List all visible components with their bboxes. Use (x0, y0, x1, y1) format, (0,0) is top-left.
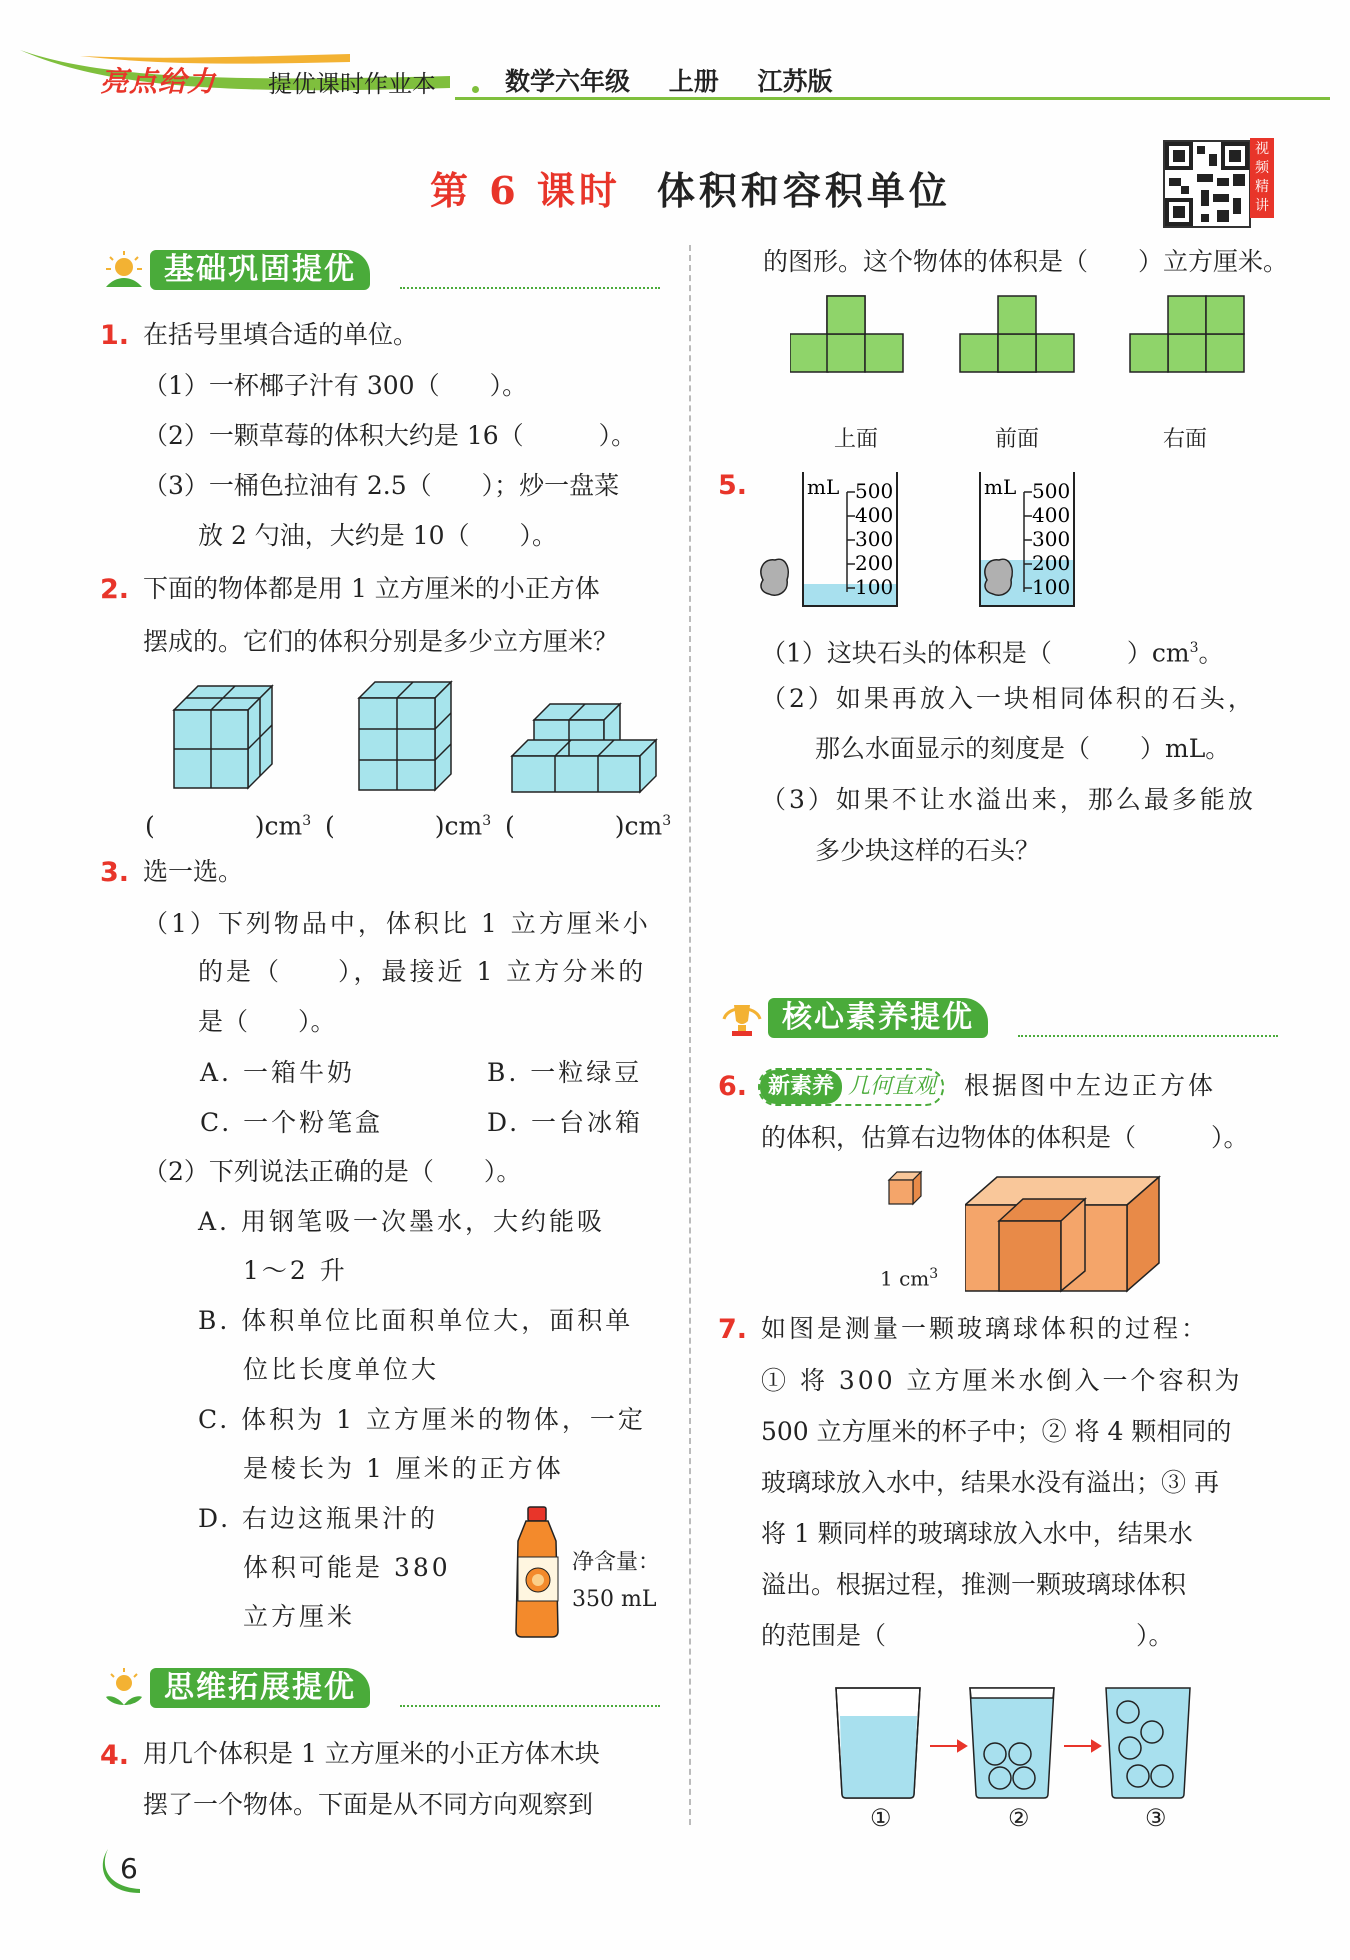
brand-subtitle: 提优课时作业本 (268, 70, 436, 98)
q6-line-2: 的体积，估算右边物体的体积是（ ）。 (761, 1123, 1249, 1152)
q2-line-1: 下面的物体都是用 1 立方厘米的小正方体 (143, 574, 600, 603)
section-thinking-title: 思维拓展提优 (150, 1668, 370, 1708)
q1-item-1: （1）一杯椰子汁有 300（ ）。 (143, 371, 528, 400)
section-thinking (100, 1665, 660, 1711)
q3-option-b: B. 一粒绿豆 (487, 1058, 643, 1087)
q6-line-1 (758, 1068, 1216, 1106)
stone-icon (985, 559, 1012, 595)
q5-sup: 3 (1189, 640, 1199, 656)
svg-text:500: 500 (1032, 479, 1071, 503)
lesson-name: 体积和容积单位 (656, 168, 951, 213)
bottle-label-1: 净含量： (572, 1550, 661, 1575)
q7-number: 7. (718, 1314, 748, 1345)
q2-answer-c: ( )$cm^3$ (505, 811, 672, 841)
lesson-title (430, 160, 951, 215)
svg-text:100: 100 (855, 575, 894, 599)
volume: 上册 (668, 67, 719, 96)
step-3-label: ③ (1145, 1804, 1167, 1832)
cube-label: 1 cm (880, 1266, 930, 1291)
subject: 数学六年级 (505, 67, 631, 96)
q3-p2-stem: （2）下列说法正确的是（ ）。 (143, 1157, 522, 1186)
q3-p2-b2: 位比长度单位大 (243, 1355, 440, 1384)
column-divider (689, 245, 691, 1825)
q3-p2-c: C. 体积为 1 立方厘米的物体，一定 (198, 1405, 646, 1434)
section-rule (1018, 1035, 1278, 1037)
q2-answer-b: ( )$cm^3$ (325, 811, 492, 841)
q6-number: 6. (718, 1071, 748, 1102)
cube-figure-a (170, 676, 280, 796)
q5-item-3: （3）如果不让水溢出来，那么最多能放 (761, 785, 1256, 814)
q2-number: 2. (100, 574, 130, 605)
q6-tag (758, 1068, 944, 1106)
svg-text:100: 100 (1032, 575, 1071, 599)
q7-line-3: 500 立方厘米的杯子中；② 将 4 颗相同的 (761, 1417, 1232, 1446)
q2-line-2: 摆成的。它们的体积分别是多少立方厘米？ (143, 627, 619, 656)
q5-item-3b: 多少块这样的石头？ (815, 836, 1041, 865)
q2-answer-a: ( )$cm^3$ (145, 811, 312, 841)
q4-line-2: 摆了一个物体。下面是从不同方向观察到 (143, 1790, 594, 1819)
sun-sprout-icon (100, 1665, 148, 1711)
sun-sprout-icon (100, 247, 148, 293)
svg-text:400: 400 (1032, 503, 1071, 527)
q4-line-1: 用几个体积是 1 立方厘米的小正方体木块 (143, 1739, 600, 1768)
q7-line-1: 如图是测量一颗玻璃球体积的过程： (761, 1314, 1210, 1343)
svg-text:300: 300 (855, 527, 894, 551)
q7-line-5: 将 1 颗同样的玻璃球放入水中，结果水 (761, 1519, 1193, 1548)
q3-stem: 选一选。 (143, 857, 244, 886)
q7-line-7: 的范围是（ ）。 (761, 1621, 1174, 1650)
unit: cm (624, 811, 663, 841)
q3-number: 3. (100, 857, 130, 888)
unit-cube (885, 1168, 925, 1208)
stone-icon (761, 559, 788, 595)
q3-p2-d: D. 右边这瓶果汁的 (198, 1504, 439, 1533)
cylinder-2 (980, 472, 1074, 606)
q1-item-3: （3）一桶色拉油有 2.5（ ）；炒一盘菜 (143, 471, 620, 500)
qr-label: 视频精讲 (1250, 138, 1274, 218)
svg-text:500: 500 (855, 479, 894, 503)
svg-text:mL: mL (807, 475, 840, 499)
q3-p1-line-2: 的是（ ），最接近 1 立方分米的 (198, 957, 647, 986)
q7-line-4: 玻璃球放入水中，结果水没有溢出；③ 再 (761, 1468, 1219, 1497)
svg-text:mL: mL (984, 475, 1017, 499)
q5-item-1-text: （1）这块石头的体积是（ ）cm (761, 638, 1190, 668)
unit-sup: 3 (482, 813, 492, 829)
section-rule (400, 287, 660, 289)
svg-text:300: 300 (1032, 527, 1071, 551)
q1-item-2: （2）一颗草莓的体积大约是 16（ ）。 (143, 421, 637, 450)
view-right-label: 右面 (1163, 427, 1208, 452)
q7-cups (830, 1682, 1210, 1802)
cube-figure-c (510, 696, 660, 796)
q7-line-6: 溢出。根据过程，推测一颗玻璃球体积 (761, 1570, 1187, 1599)
book-info (505, 62, 862, 98)
unit: cm (444, 811, 483, 841)
unit-sup: 3 (662, 813, 672, 829)
cube-figure-b (355, 676, 455, 796)
q3-p2-c2: 是棱长为 1 厘米的正方体 (243, 1454, 564, 1483)
brand-logo: 亮点给力 (100, 65, 217, 98)
q3-p2-d3: 立方厘米 (243, 1602, 356, 1631)
q7-line-2: ① 将 300 立方厘米水倒入一个容积为 (761, 1366, 1243, 1395)
bottle-label-2: 350 mL (572, 1587, 657, 1612)
q5-item-2b: 那么水面显示的刻度是（ ）mL。 (815, 734, 1231, 763)
section-basic (100, 247, 660, 293)
q1-stem: 在括号里填合适的单位。 (143, 320, 419, 349)
trophy-icon (718, 995, 766, 1041)
header-rule (455, 97, 1330, 100)
juice-bottle-icon (508, 1505, 566, 1640)
section-core (718, 995, 1278, 1041)
section-rule (400, 1705, 660, 1707)
cylinder-1 (761, 472, 897, 606)
q6-tag-main: 新素养 (760, 1070, 842, 1104)
q5-item-1 (761, 632, 1224, 669)
q3-p1-line-1: （1）下列物品中，体积比 1 立方厘米小 (143, 909, 651, 938)
edition: 江苏版 (757, 67, 833, 96)
q4-number: 4. (100, 1740, 130, 1771)
step-1-label: ① (870, 1804, 892, 1832)
q3-option-c: C. 一个粉笔盒 (200, 1108, 384, 1137)
wood-object (965, 1175, 1161, 1293)
unit-sup: 3 (302, 813, 312, 829)
unit-cube-label (880, 1258, 938, 1295)
q3-p2-d2: 体积可能是 380 (243, 1553, 451, 1582)
step-2-label: ② (1008, 1804, 1030, 1832)
q3-p2-a: A. 用钢笔吸一次墨水，大约能吸 (198, 1207, 605, 1236)
q5-cylinders (755, 468, 1095, 618)
q5-number: 5. (718, 470, 748, 501)
q1-item-3b: 放 2 勺油，大约是 10（ ）。 (198, 521, 558, 550)
svg-text:200: 200 (1032, 551, 1071, 575)
q6-tag-sub: 几何直观 (848, 1074, 937, 1099)
q6-line-1-text: 根据图中左边正方体 (963, 1070, 1216, 1100)
view-front-label: 前面 (995, 427, 1040, 452)
cube-sup: 3 (929, 1266, 939, 1282)
q4-line-3: 的图形。这个物体的体积是（ ）立方厘米。 (763, 247, 1289, 276)
q3-option-a: A. 一箱牛奶 (200, 1058, 355, 1087)
qr-code-icon[interactable] (1163, 140, 1251, 228)
lesson-number: 第 6 课时 (430, 168, 621, 213)
view-top-label: 上面 (834, 427, 879, 452)
q1-number: 1. (100, 320, 130, 351)
q4-views (790, 292, 1270, 417)
q5-end: 。 (1198, 638, 1224, 668)
unit: cm (264, 811, 303, 841)
q5-item-2: （2）如果再放入一块相同体积的石头， (761, 684, 1256, 713)
page-number-swoosh (100, 1845, 160, 1895)
header-dot (472, 86, 479, 93)
q3-p2-a2: 1～2 升 (243, 1256, 348, 1285)
q3-p1-line-3: 是（ ）。 (198, 1007, 336, 1036)
q3-option-d: D. 一台冰箱 (487, 1108, 644, 1137)
section-core-title: 核心素养提优 (768, 998, 988, 1038)
svg-text:400: 400 (855, 503, 894, 527)
svg-text:200: 200 (855, 551, 894, 575)
section-basic-title: 基础巩固提优 (150, 250, 370, 290)
q3-p2-b: B. 体积单位比面积单位大，面积单 (198, 1306, 634, 1335)
page-number: 6 (120, 1852, 138, 1885)
